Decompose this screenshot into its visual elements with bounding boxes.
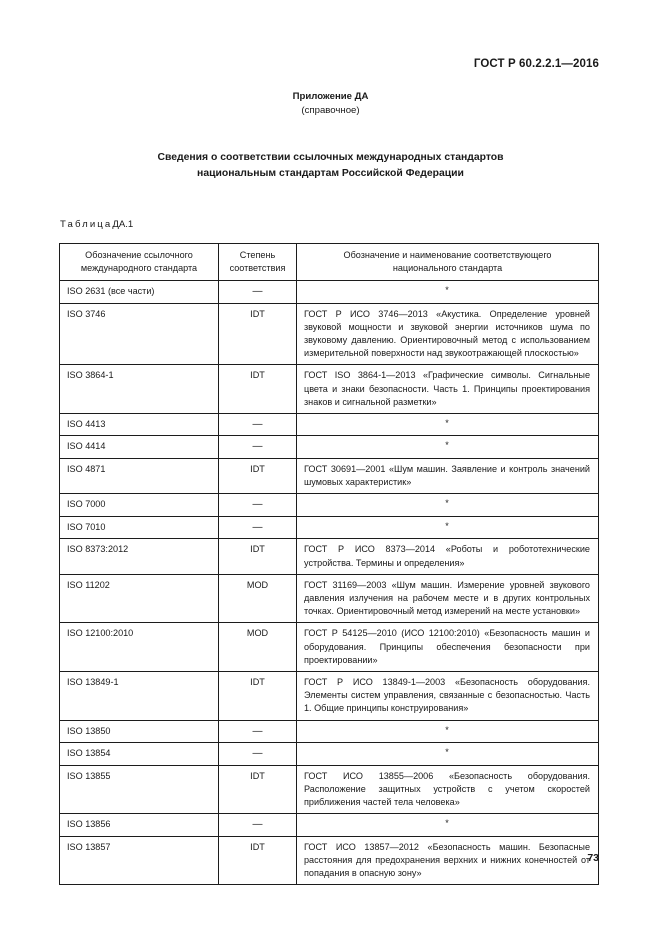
table-row bbox=[60, 671, 599, 720]
degree-code: MOD bbox=[246, 628, 269, 639]
em-dash-glyph: — bbox=[252, 748, 263, 760]
cell-national-standard bbox=[297, 413, 599, 436]
cell-national-standard bbox=[297, 494, 599, 517]
cell-degree-of-correspondence bbox=[219, 836, 297, 885]
cell-international-standard: ISO 13849-1 bbox=[60, 671, 219, 720]
cell-degree-of-correspondence bbox=[219, 720, 297, 743]
table-caption bbox=[60, 219, 133, 230]
table-header bbox=[60, 244, 599, 281]
cell-degree-of-correspondence bbox=[219, 814, 297, 837]
column-header-line: Обозначение ссылочного bbox=[85, 250, 193, 260]
cell-international-standard: ISO 13850 bbox=[60, 720, 219, 743]
cell-national-standard: ГОСТ 31169—2003 «Шум машин. Измерение уровней звукового давления излучения на рабочем месте и в других контрольных точках. Ориентировочный метод измерений на месте установки» bbox=[297, 574, 599, 623]
footnote-asterisk-mark: * bbox=[445, 498, 449, 509]
column-header-line: соответствия bbox=[229, 262, 286, 273]
footnote-asterisk-mark: * bbox=[445, 285, 449, 295]
cell-national-standard bbox=[297, 436, 599, 459]
cell-degree-of-correspondence bbox=[219, 623, 297, 672]
annex-kind: (справочное) bbox=[301, 105, 360, 116]
cell-international-standard: ISO 4413 bbox=[60, 413, 219, 436]
cell-degree-of-correspondence bbox=[219, 743, 297, 766]
table-row bbox=[60, 814, 599, 837]
degree-code: IDT bbox=[250, 841, 265, 852]
cell-international-standard: ISO 4414 bbox=[60, 436, 219, 459]
page-title-line-2: национальным стандартам Российской Федерации bbox=[197, 168, 464, 179]
degree-code: IDT bbox=[250, 544, 265, 555]
table-row bbox=[60, 836, 599, 885]
column-header-line: международного стандарта bbox=[80, 262, 198, 273]
em-dash-glyph: — bbox=[252, 521, 263, 533]
table-body bbox=[60, 281, 599, 885]
cell-degree-of-correspondence bbox=[219, 765, 297, 814]
page-title bbox=[0, 150, 661, 182]
degree-code: MOD bbox=[246, 579, 269, 590]
cell-national-standard: ГОСТ ИСО 13855—2006 «Безопасность оборудования. Расположение защитных устройств с учетом скоростей приближения частей тела человека» bbox=[297, 765, 599, 814]
em-dash-glyph: — bbox=[252, 418, 263, 430]
table-caption-number: ДА.1 bbox=[112, 219, 134, 230]
em-dash-glyph: — bbox=[252, 499, 263, 511]
table-row bbox=[60, 574, 599, 623]
table-row bbox=[60, 303, 599, 365]
table-caption-word: Таблица bbox=[60, 219, 113, 230]
degree-code: IDT bbox=[250, 308, 265, 319]
column-header-line: национального стандарта bbox=[392, 262, 503, 273]
table-row bbox=[60, 623, 599, 672]
cell-national-standard: ГОСТ ИСО 13857—2012 «Безопасность машин. Безопасные расстояния для предохранения верхних и нижних конечностей от попадания в опасную зону» bbox=[297, 836, 599, 885]
degree-code: IDT bbox=[250, 770, 265, 781]
cell-degree-of-correspondence bbox=[219, 539, 297, 574]
degree-code: IDT bbox=[250, 463, 265, 474]
table-row bbox=[60, 539, 599, 574]
cell-international-standard: ISO 3864-1 bbox=[60, 365, 219, 414]
cell-degree-of-correspondence bbox=[219, 516, 297, 539]
cell-national-standard: ГОСТ Р ИСО 13849-1—2003 «Безопасность оборудования. Элементы систем управления, связанные с безопасностью. Часть 1. Общие принципы конструирования» bbox=[297, 671, 599, 720]
em-dash-glyph: — bbox=[252, 819, 263, 831]
column-header-degree-of-correspondence bbox=[219, 244, 297, 281]
cell-degree-of-correspondence bbox=[219, 281, 297, 304]
cell-international-standard: ISO 13857 bbox=[60, 836, 219, 885]
cell-international-standard: ISO 13855 bbox=[60, 765, 219, 814]
cell-degree-of-correspondence bbox=[219, 671, 297, 720]
cell-national-standard: ГОСТ Р ИСО 8373—2014 «Роботы и робототехнические устройства. Термины и определения» bbox=[297, 539, 599, 574]
column-header-national-standard bbox=[297, 244, 599, 281]
footnote-asterisk-mark: * bbox=[445, 417, 449, 428]
table-row bbox=[60, 365, 599, 414]
cell-national-standard bbox=[297, 281, 599, 304]
annex-label: Приложение ДА bbox=[292, 91, 369, 102]
column-header-line: Обозначение и наименование соответствующего bbox=[343, 250, 552, 260]
cell-national-standard: ГОСТ 30691—2001 «Шум машин. Заявление и контроль значений шумовых характеристик» bbox=[297, 458, 599, 493]
table-row bbox=[60, 720, 599, 743]
footnote-asterisk-mark: * bbox=[445, 818, 449, 829]
table-row bbox=[60, 458, 599, 493]
cell-international-standard: ISO 11202 bbox=[60, 574, 219, 623]
em-dash-glyph: — bbox=[252, 441, 263, 453]
cell-degree-of-correspondence bbox=[219, 574, 297, 623]
cell-international-standard: ISO 4871 bbox=[60, 458, 219, 493]
degree-code: IDT bbox=[250, 676, 265, 687]
footnote-asterisk-mark: * bbox=[445, 440, 449, 451]
cell-national-standard bbox=[297, 720, 599, 743]
degree-code: IDT bbox=[250, 370, 265, 381]
table-row bbox=[60, 436, 599, 459]
page-title-line-1: Сведения о соответствии ссылочных международных стандартов bbox=[157, 152, 504, 163]
footnote-asterisk-mark: * bbox=[445, 520, 449, 531]
cell-international-standard: ISO 13854 bbox=[60, 743, 219, 766]
footnote-asterisk-mark: * bbox=[445, 724, 449, 735]
cell-international-standard: ISO 13856 bbox=[60, 814, 219, 837]
table-row bbox=[60, 743, 599, 766]
em-dash-glyph: — bbox=[252, 286, 263, 297]
cell-international-standard: ISO 7010 bbox=[60, 516, 219, 539]
cell-national-standard bbox=[297, 814, 599, 837]
em-dash-glyph: — bbox=[252, 725, 263, 737]
cell-degree-of-correspondence bbox=[219, 365, 297, 414]
table-header-row bbox=[60, 244, 599, 281]
cell-international-standard: ISO 12100:2010 bbox=[60, 623, 219, 672]
annex-heading bbox=[0, 90, 661, 118]
cell-international-standard: ISO 7000 bbox=[60, 494, 219, 517]
page-number: 73 bbox=[587, 852, 599, 864]
cell-international-standard: ISO 3746 bbox=[60, 303, 219, 365]
table-row bbox=[60, 494, 599, 517]
table-row bbox=[60, 765, 599, 814]
table-row bbox=[60, 516, 599, 539]
cell-national-standard bbox=[297, 516, 599, 539]
cell-degree-of-correspondence bbox=[219, 413, 297, 436]
cell-degree-of-correspondence bbox=[219, 303, 297, 365]
cell-degree-of-correspondence bbox=[219, 436, 297, 459]
cell-international-standard: ISO 8373:2012 bbox=[60, 539, 219, 574]
cell-national-standard: ГОСТ Р ИСО 3746—2013 «Акустика. Определение уровней звуковой мощности и звуковой энергии источников шума по звуковому давлению. Ориентировочный метод с использованием измерительной поверхности над звукоотражающей плоскостью» bbox=[297, 303, 599, 365]
standards-correspondence-table bbox=[59, 243, 599, 885]
column-header-international-standard bbox=[60, 244, 219, 281]
column-header-line: Степень bbox=[239, 250, 276, 260]
table-row bbox=[60, 281, 599, 304]
cell-national-standard bbox=[297, 743, 599, 766]
running-header-standard-number: ГОСТ Р 60.2.2.1—2016 bbox=[473, 58, 599, 70]
cell-national-standard: ГОСТ Р 54125—2010 (ИСО 12100:2010) «Безопасность машин и оборудования. Принципы обеспечения безопасности при проектировании» bbox=[297, 623, 599, 672]
cell-degree-of-correspondence bbox=[219, 494, 297, 517]
cell-international-standard: ISO 2631 (все части) bbox=[60, 281, 219, 304]
footnote-asterisk-mark: * bbox=[445, 747, 449, 758]
table-row bbox=[60, 413, 599, 436]
cell-degree-of-correspondence bbox=[219, 458, 297, 493]
cell-national-standard: ГОСТ ISO 3864-1—2013 «Графические символы. Сигнальные цвета и знаки безопасности. Часть 1. Принципы проектирования знаков и сигнальной разметки» bbox=[297, 365, 599, 414]
